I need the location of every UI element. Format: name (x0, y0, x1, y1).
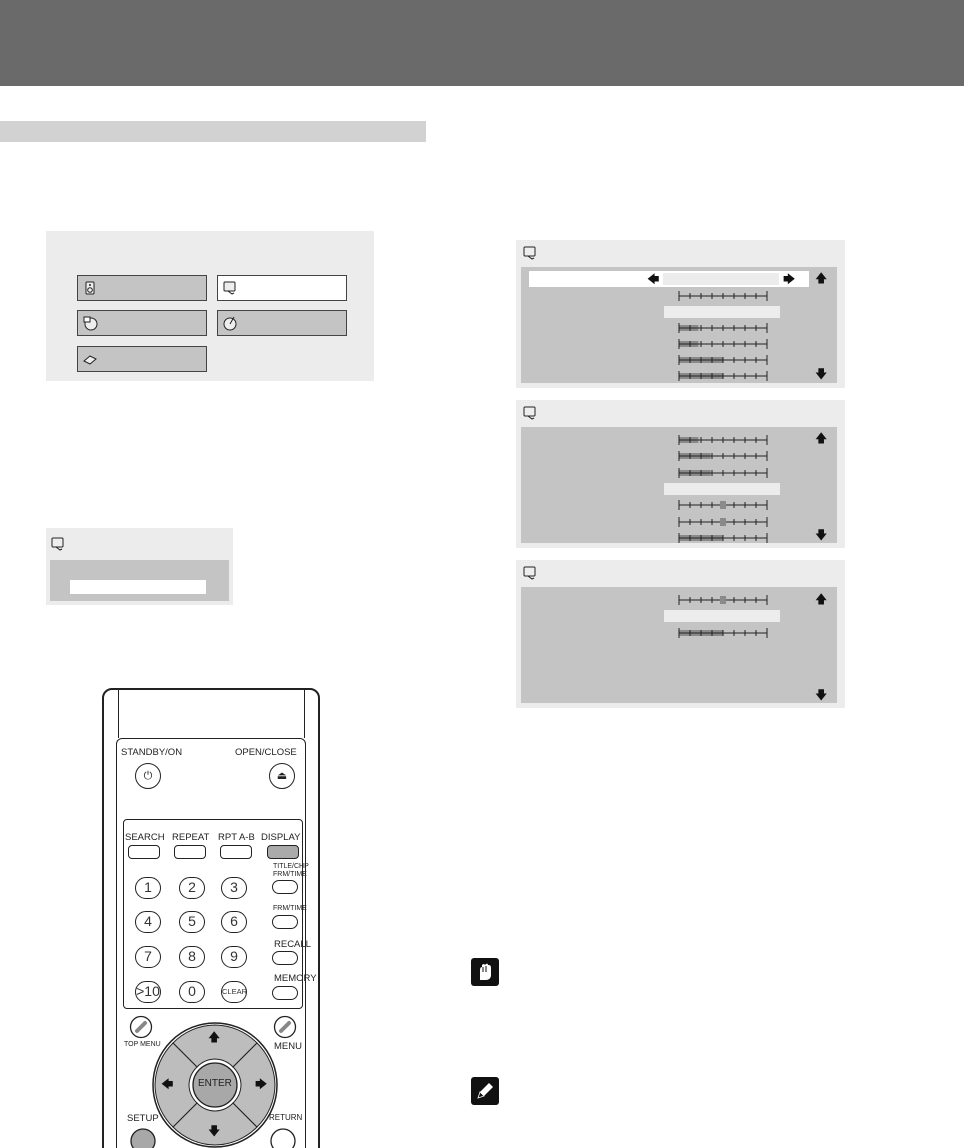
adjust-slider[interactable] (678, 450, 770, 462)
number-3-button[interactable]: 3 (221, 877, 247, 899)
video-adjust-panel-1 (516, 240, 845, 388)
frm-time-label-2: FRM/TIME (273, 905, 307, 912)
eject-button[interactable]: ⏏ (269, 763, 295, 789)
highlight-row[interactable] (664, 610, 780, 622)
display-setup-icon (522, 565, 538, 581)
rpt-ab-button[interactable] (220, 845, 252, 859)
remote-edge-right (304, 690, 305, 738)
adjust-slider[interactable] (678, 434, 770, 446)
disc-settings-icon (222, 315, 238, 331)
slider-knob (720, 501, 726, 509)
video-memory-menu (46, 528, 233, 605)
return-label: RETURN (269, 1113, 303, 1122)
scroll-up-icon[interactable]: 🡅 (815, 271, 828, 285)
highlight-row[interactable] (664, 483, 780, 495)
video-adjust-panel-2 (516, 400, 845, 548)
standby-button[interactable]: ⏻ (135, 763, 161, 789)
frm-time-button[interactable] (272, 915, 298, 929)
display-setup-icon (522, 405, 538, 421)
memory-label: MEMORY (274, 973, 317, 984)
setup-button[interactable] (129, 1125, 157, 1148)
video-memory-list (50, 560, 229, 601)
panel-1-list (521, 267, 837, 383)
adjust-slider[interactable] (678, 516, 770, 528)
number-2-button[interactable]: 2 (179, 877, 205, 899)
top-menu-button[interactable] (129, 1015, 153, 1039)
menu-label: MENU (274, 1041, 302, 1052)
enter-button[interactable]: ENTER (198, 1078, 232, 1089)
panel-3-list (521, 587, 837, 703)
memory-button[interactable] (272, 986, 298, 1000)
number-0-button[interactable]: 0 (179, 981, 205, 1003)
adjust-slider[interactable] (678, 290, 770, 302)
repeat-button[interactable] (174, 845, 206, 859)
adjust-slider[interactable] (678, 370, 770, 382)
number-4-button[interactable]: 4 (135, 911, 161, 933)
video-memory-selected-item[interactable] (70, 580, 206, 594)
display-button[interactable] (267, 845, 299, 859)
number-1-button[interactable]: 1 (135, 877, 161, 899)
number-8-button[interactable]: 8 (179, 946, 205, 968)
number-9-button[interactable]: 9 (221, 946, 247, 968)
rpt-ab-label: RPT A-B (218, 832, 255, 843)
standby-label: STANDBY/ON (121, 747, 183, 758)
scroll-down-icon[interactable]: 🡇 (815, 688, 828, 702)
adjust-slider[interactable] (678, 532, 770, 544)
adjust-slider[interactable] (678, 322, 770, 334)
up-arrow-icon[interactable]: 🡅 (208, 1030, 221, 1044)
remote-face (116, 738, 317, 1148)
display-setup-icon (50, 536, 66, 552)
clear-button[interactable]: CLEAR (221, 981, 247, 1003)
slider-knob (720, 596, 726, 604)
remote-edge-left (118, 690, 119, 738)
scroll-up-icon[interactable]: 🡅 (815, 592, 828, 606)
remote-control (102, 688, 320, 1148)
open-close-label: OPEN/CLOSE (235, 747, 297, 758)
recall-label: RECALL (274, 939, 311, 950)
setup-label: SETUP (127, 1113, 159, 1124)
menu-button-general[interactable] (217, 310, 347, 336)
adjust-slider[interactable] (678, 338, 770, 350)
number-5-button[interactable]: 5 (179, 911, 205, 933)
adjust-slider[interactable] (678, 627, 770, 639)
slider-knob (720, 518, 726, 526)
title-chp-label: TITLE/CHP (273, 863, 309, 870)
search-button[interactable] (128, 845, 160, 859)
search-label: SEARCH (125, 832, 165, 843)
down-arrow-icon[interactable]: 🡇 (208, 1124, 221, 1138)
scroll-down-icon[interactable]: 🡇 (815, 367, 828, 381)
highlight-row[interactable] (664, 306, 780, 318)
recall-button[interactable] (272, 951, 298, 965)
left-arrow-icon[interactable]: 🡄 (161, 1077, 174, 1091)
adjust-slider[interactable] (678, 467, 770, 479)
number-7-button[interactable]: 7 (135, 946, 161, 968)
memory-select-value (663, 273, 779, 285)
eraser-icon (82, 351, 98, 367)
display-setup-icon (522, 245, 538, 261)
speaker-icon (82, 280, 98, 296)
setup-menu-selector (46, 231, 374, 381)
menu-button-language[interactable] (77, 310, 207, 336)
panel-2-list (521, 427, 837, 543)
scroll-down-icon[interactable]: 🡇 (815, 528, 828, 542)
display-setup-icon (222, 280, 238, 296)
adjust-slider[interactable] (678, 499, 770, 511)
memory-select-row[interactable] (529, 271, 809, 287)
important-hand-icon (471, 958, 499, 986)
video-adjust-panel-3 (516, 560, 845, 708)
left-arrow-icon[interactable]: 🡄 (647, 272, 660, 286)
right-arrow-icon[interactable]: 🡆 (783, 272, 796, 286)
repeat-label: REPEAT (172, 832, 210, 843)
return-button[interactable] (269, 1125, 297, 1148)
display-label: DISPLAY (261, 832, 301, 843)
menu-button-video[interactable] (217, 275, 347, 301)
adjust-slider[interactable] (678, 354, 770, 366)
pencil-note-icon (471, 1077, 499, 1105)
plus10-button[interactable]: >10 (135, 981, 161, 1003)
top-menu-label: TOP MENU (124, 1041, 161, 1048)
section-heading-bar (0, 121, 426, 142)
right-arrow-icon[interactable]: 🡆 (255, 1077, 268, 1091)
menu-button-audio[interactable] (77, 275, 207, 301)
title-chp-button[interactable] (272, 880, 298, 894)
menu-button-initial-settings[interactable] (77, 346, 207, 372)
number-6-button[interactable]: 6 (221, 911, 247, 933)
frm-time-label-1: FRM/TIME (273, 871, 307, 878)
disc-language-icon (82, 315, 98, 331)
scroll-up-icon[interactable]: 🡅 (815, 431, 828, 445)
header-band (0, 0, 964, 86)
adjust-slider[interactable] (678, 594, 770, 606)
